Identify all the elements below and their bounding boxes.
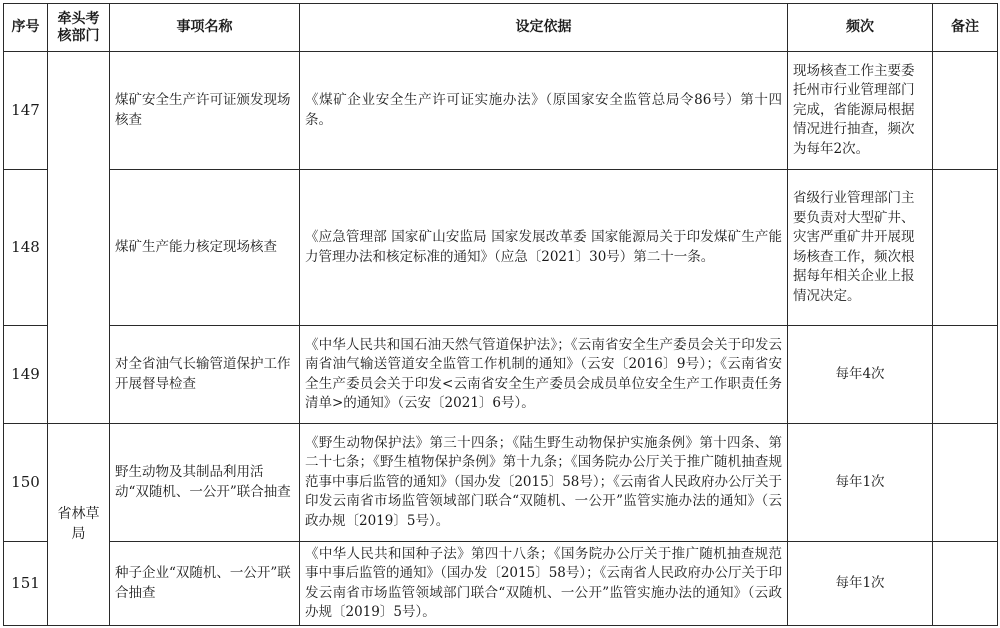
item-note [933,170,998,326]
row-no: 147 [4,52,48,170]
item-frequency: 每年4次 [788,326,933,424]
row-no: 148 [4,170,48,326]
inspection-items-table [3,3,998,626]
header-note: 备注 [933,4,998,52]
header-basis: 设定依据 [300,4,788,52]
table-header-row [4,4,998,52]
header-no: 序号 [4,4,48,52]
table-row [4,424,998,542]
dept-cell: 省林草局 [48,424,110,626]
table-row [4,326,998,424]
item-name: 煤矿生产能力核定现场核查 [110,170,300,326]
item-frequency: 省级行业管理部门主要负责对大型矿井、灾害严重矿井开展现场核查工作，频次根据每年相关企业上报情况决定。 [788,170,933,326]
header-name: 事项名称 [110,4,300,52]
item-frequency: 每年1次 [788,424,933,542]
item-note [933,542,998,626]
table-row [4,542,998,626]
item-basis: 《煤矿企业安全生产许可证实施办法》（原国家安全监管总局令86号）第十四条。 [300,52,788,170]
item-basis: 《应急管理部 国家矿山安监局 国家发展改革委 国家能源局关于印发煤矿生产能力管理办法和核定标准的通知》（应急〔2021〕30号）第二十一条。 [300,170,788,326]
item-frequency: 每年1次 [788,542,933,626]
item-name: 煤矿安全生产许可证颁发现场核查 [110,52,300,170]
row-no: 151 [4,542,48,626]
row-no: 150 [4,424,48,542]
item-basis: 《中华人民共和国种子法》第四十八条；《国务院办公厅关于推广随机抽查规范事中事后监管的通知》（国办发〔2015〕58号）；《云南省人民政府办公厅关于印发云南省市场监管领域部门联合“双随机、一公开”监管实施办法的通知》（云政办规〔2019〕5号）。 [300,542,788,626]
item-basis: 《中华人民共和国石油天然气管道保护法》；《云南省安全生产委员会关于印发云南省油气输送管道安全监管工作机制的通知》（云安〔2016〕9号）；《云南省安全生产委员会关于印发<云南省安全生产委员会成员单位安全生产工作职责任务清单>的通知》（云安〔2021〕6号）。 [300,326,788,424]
item-frequency: 现场核查工作主要委托州市行业管理部门完成，省能源局根据情况进行抽查，频次为每年2次。 [788,52,933,170]
item-name: 对全省油气长输管道保护工作开展督导检查 [110,326,300,424]
item-name: 野生动物及其制品利用活动“双随机、一公开”联合抽查 [110,424,300,542]
item-name: 种子企业“双随机、一公开”联合抽查 [110,542,300,626]
dept-cell [48,52,110,424]
item-note [933,52,998,170]
item-note [933,326,998,424]
item-basis: 《野生动物保护法》第三十四条；《陆生野生动物保护实施条例》第十四条、第二十七条；《野生植物保护条例》第十九条；《国务院办公厅关于推广随机抽查规范事中事后监管的通知》（国办发〔2015〕58号）；《云南省人民政府办公厅关于印发云南省市场监管领域部门联合“双随机、一公开”监管实施办法的通知》（云政办规〔2019〕5号）。 [300,424,788,542]
item-note [933,424,998,542]
header-dept: 牵头考核部门 [48,4,110,52]
table-row [4,170,998,326]
table-row [4,52,998,170]
header-freq: 频次 [788,4,933,52]
row-no: 149 [4,326,48,424]
